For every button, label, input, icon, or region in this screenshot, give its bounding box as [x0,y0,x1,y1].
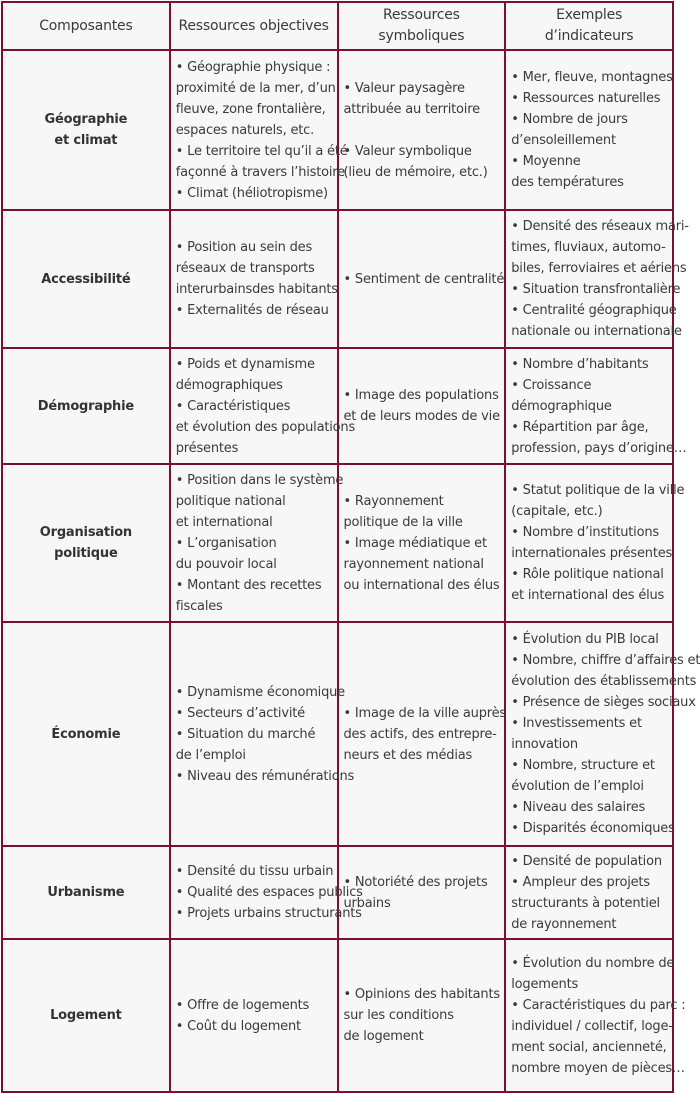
cell-line: • Coût du logement [175,1018,301,1034]
symbolic-resources-cell [338,210,506,348]
indicators-cell [505,846,673,939]
cell-line: • Image médiatique et [343,535,487,551]
cell-line: • Position dans le système [175,472,344,488]
cell-line: • Nombre d’habitants [511,356,649,372]
cell-line: structurants à potentiel [511,895,660,911]
cell-line: (lieu de mémoire, etc.) [343,164,488,180]
header-ressources-symboliques: Ressources symboliques [338,2,506,50]
objective-resources-cell [170,464,344,622]
indicators-cell [505,464,685,622]
cell-line: • Montant des recettes [175,577,322,593]
objective-resources-cell [170,939,338,1092]
cell-line: • Rôle politique national [511,567,664,582]
header-row [2,2,673,50]
table-body [2,50,700,1092]
cell-line: • Caractéristiques du parc : [511,997,686,1013]
cell-line: et évolution des populations [175,419,356,435]
cell-line: • Situation du marché [175,726,316,742]
cell-line: • Valeur paysagère [343,80,465,96]
cell-line: de logement [343,1029,424,1044]
cell-line: ou international des élus [343,577,500,593]
cell-line: biles, ferroviaires et aériens [511,261,687,276]
cell-line: nationale ou internationale [511,324,682,339]
cell-line: et international [175,514,273,530]
cell-line: innovation [511,737,578,752]
component-cell [2,622,170,846]
table-row [2,348,673,464]
table-row [2,210,673,348]
indicators-cell [505,939,686,1092]
cell-line: • Externalités de réseau [175,303,329,318]
cell-line: • Valeur symbolique [343,143,472,159]
cell-line: interurbainsdes habitants [175,282,338,297]
table-row [2,622,673,846]
cell-line: • Notoriété des projets [343,874,488,890]
cell-line: des actifs, des entrepre- [343,726,497,742]
cell-line: • Le territoire tel qu’il a été [175,143,348,159]
cell-line: • Situation transfrontalière [511,282,681,297]
cell-line: • Répartition par âge, [511,419,649,435]
cell-line: proximité de la mer, d’un [175,80,336,96]
symbolic-resources-cell [338,846,506,939]
cell-line: présentes [175,440,239,456]
cell-line: • Caractéristiques [175,398,291,414]
symbolic-resources-cell [338,348,506,464]
cell-line: • Ampleur des projets [511,874,650,890]
component-cell [2,846,170,939]
component-cell [2,50,170,210]
cell-line: • Rayonnement [343,493,444,509]
cell-line: • Disparités économiques [511,821,675,836]
cell-line: • Croissance [511,377,592,393]
cell-line: et de leurs modes de vie [343,409,500,424]
table-row [2,846,673,939]
cell-line: urbains [343,895,391,911]
cell-line: • Centralité géographique [511,303,677,318]
cell-line: • Niveau des rémunérations [175,768,355,784]
objective-resources-cell [170,348,356,464]
cell-line: • Présence de sièges sociaux [511,695,696,710]
cell-line: de rayonnement [511,916,617,932]
header-composantes: Composantes [2,2,170,50]
cell-line: • Qualité des espaces publics [175,885,363,900]
cell-line: démographique [511,398,612,414]
cell-line: • Évolution du PIB local [511,632,659,647]
cell-line: • Sentiment de centralité [343,271,505,287]
cell-line: fleuve, zone frontalière, [175,101,326,117]
cell-line [344,120,500,141]
cell-line: et international des élus [511,588,665,603]
table-row [2,939,673,1092]
cell-line: • Position au sein des [175,240,313,255]
cell-line: • Investissements et [511,716,642,731]
cell-line: Urbanisme [47,885,125,900]
cell-line: Économie [51,726,121,742]
cell-line: politique national [175,493,286,509]
component-cell [2,939,170,1092]
territorial-resources-table [1,1,700,1093]
cell-line: • Moyenne [511,154,581,169]
cell-line: ment social, ancienneté, [511,1039,667,1055]
cell-line: neurs et des médias [343,747,473,763]
component-cell [2,348,170,464]
objective-resources-cell [170,622,355,846]
cell-line: du pouvoir local [175,556,277,572]
cell-line: logements [511,976,579,992]
cell-line: • Opinions des habitants [343,987,500,1002]
cell-line: sur les conditions [343,1008,454,1023]
objective-resources-cell [170,846,363,939]
cell-line: nombre moyen de pièces… [511,1060,685,1076]
cell-line: • Poids et dynamisme [175,356,315,372]
cell-line: rayonnement national [343,556,484,572]
header-ressources-objectives: Ressources objectives [170,2,338,50]
cell-line: espaces naturels, etc. [175,122,315,138]
indicators-cell [505,348,687,464]
indicators-cell [505,50,673,210]
cell-line: • L’organisation [175,535,277,551]
cell-line: réseaux de transports [175,261,315,276]
cell-line: individuel / collectif, loge- [511,1018,673,1034]
cell-line: et climat [54,133,118,148]
cell-line: • Projets urbains structurants [175,906,362,921]
cell-line: (capitale, etc.) [511,504,603,519]
cell-line: évolution des établissements [511,674,697,689]
cell-line: • Géographie physique : [175,59,331,75]
cell-line: d’ensoleillement [511,133,616,148]
cell-line: • Mer, fleuve, montagnes [511,70,673,85]
cell-line: • Statut politique de la ville [511,483,685,498]
cell-line: Démographie [37,398,134,414]
cell-line: façonné à travers l’histoire [175,164,345,180]
cell-line: • Évolution du nombre de [511,955,675,971]
table-row [2,50,673,210]
cell-line: • Climat (héliotropisme) [175,185,328,201]
objective-resources-cell [170,50,348,210]
cell-line: fiscales [175,598,223,614]
indicators-cell [505,210,689,348]
cell-line: • Nombre de jours [511,112,628,127]
cell-line: • Nombre, chiffre d’affaires et [511,653,700,668]
cell-line: • Niveau des salaires [511,800,646,815]
cell-line: • Densité de population [511,853,662,869]
cell-line: • Ressources naturelles [511,91,661,106]
cell-line: des températures [511,175,624,190]
indicators-cell [505,622,700,846]
cell-line: attribuée au territoire [343,101,480,117]
cell-line: • Secteurs d’activité [175,705,305,721]
cell-line: évolution de l’emploi [511,779,644,794]
cell-line: Accessibilité [41,271,131,287]
symbolic-resources-cell [338,50,506,210]
cell-line: démographiques [175,377,283,393]
cell-line: Organisation [39,525,132,540]
table-row [2,464,673,622]
cell-line: • Image de la ville auprès [343,705,506,721]
cell-line: • Image des populations [343,388,499,403]
symbolic-resources-cell [338,464,506,622]
symbolic-resources-cell [338,939,506,1092]
cell-line: de l’emploi [175,747,246,763]
cell-line: • Densité des réseaux mari- [511,219,689,234]
cell-line: Logement [50,1008,122,1023]
symbolic-resources-cell [338,622,506,846]
cell-line: Géographie [44,112,128,127]
objective-resources-cell [170,210,338,348]
cell-line: politique de la ville [343,514,463,530]
component-cell [2,464,170,622]
cell-line: • Nombre d’institutions [511,525,659,540]
cell-line: • Offre de logements [175,997,310,1013]
header-exemples-indicateurs: Exemples d’indicateurs [505,2,673,50]
cell-line: times, fluviaux, automo- [511,240,666,255]
cell-line: • Nombre, structure et [511,758,655,773]
cell-line: profession, pays d’origine… [511,440,687,456]
cell-line: • Dynamisme économique [175,684,345,700]
cell-line: • Densité du tissu urbain [175,864,334,879]
component-cell [2,210,170,348]
cell-line: internationales présentes [511,546,673,561]
cell-line: politique [54,546,118,561]
